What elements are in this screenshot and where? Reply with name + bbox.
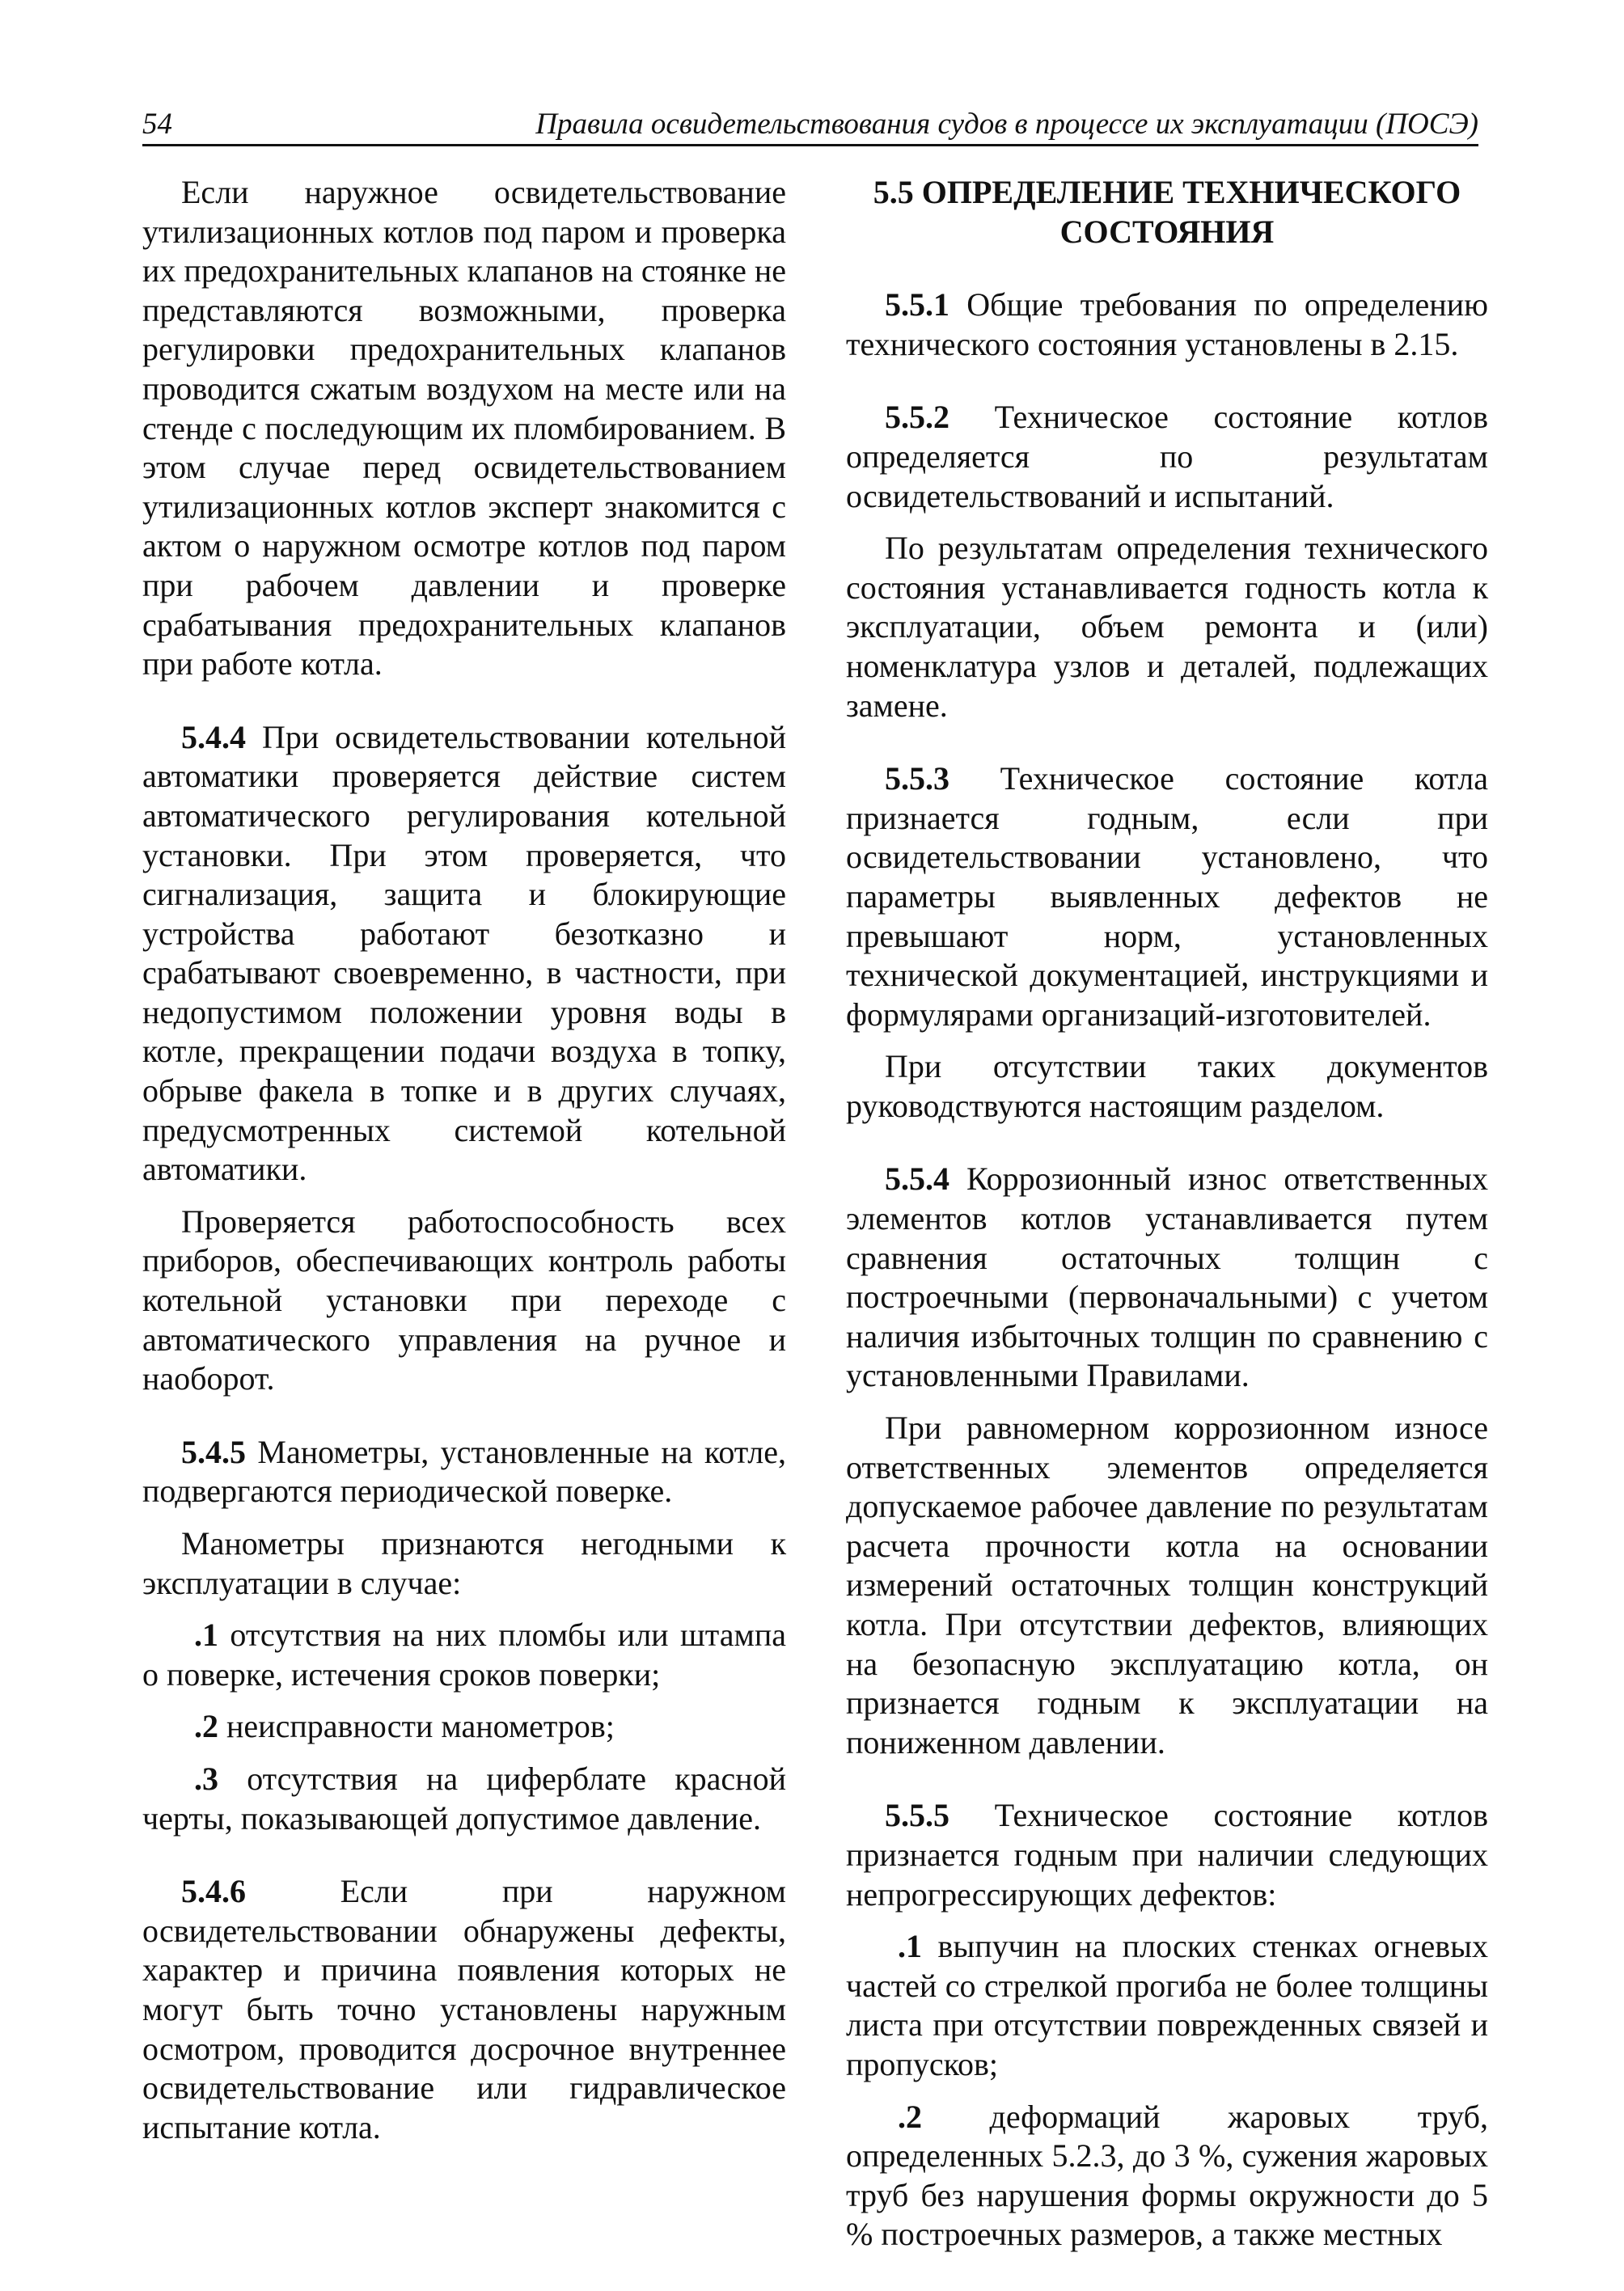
section-number: 5.4.5: [181, 1433, 246, 1470]
section-5-5-2: 5.5.2 Техническое состояние котлов определяется по результатам освидетельствований и испытаний.: [846, 399, 1488, 514]
running-header: [142, 104, 1478, 146]
left-column: [142, 173, 786, 2147]
section-number: 5.5.4: [885, 1160, 949, 1198]
right-column: [846, 173, 1488, 2255]
running-title: Правила освидетельствования судов в процессе их эксплуатации (ПОСЭ): [535, 108, 1478, 141]
paragraph-results: По результатам определения технического состояния устанавливается годность котла к эксплуатации, объем ремонта и (или) номенклатура узлов и деталей, подлежащих замене.: [846, 530, 1488, 724]
item-number: .3: [194, 1760, 218, 1797]
list-item-1: .1 выпучин на плоских стенках огневых частей со стрелкой прогиба не более толщины листа при отсутствии поврежденных связей и пропусков;: [846, 1928, 1488, 2082]
list-item-2: .2 деформаций жаровых труб, определенных 5.2.3, до 3 %, сужения жаровых труб без нарушения формы окружности до 5 % построечных размеров, а также местных: [846, 2098, 1488, 2253]
section-number: 5.5.5: [885, 1797, 949, 1834]
list-item-1: .1 отсутствия на них пломбы или штампа о поверке, истечения сроков поверки;: [142, 1617, 786, 1693]
page-number: 54: [142, 108, 172, 141]
paragraph-operability-check: Проверяется работоспособность всех приборов, обеспечивающих контроль работы котельной установки при переходе с автоматического управления на ручное и наоборот.: [142, 1203, 786, 1397]
paragraph-uniform-corrosion: При равномерном коррозионном износе ответственных элементов определяется допускаемое рабочее давление по результатам расчета прочности котла на основании измерений остаточных толщин конструкций котла. При отсутствии дефектов, влияющих на безопасную эксплуатацию котла, он признается годным к эксплуатации на пониженном давлении.: [846, 1410, 1488, 1761]
list-item-2: .2 неисправности манометров;: [194, 1708, 615, 1745]
list-item-3: .3 отсутствия на циферблате красной черты, показывающей допустимое давление.: [142, 1760, 786, 1837]
section-5-5-5: 5.5.5 Техническое состояние котлов признается годным при наличии следующих непрогрессирующих дефектов:: [846, 1797, 1488, 1913]
paragraph-absence-of-documents: При отсутствии таких документов руководствуются настоящим разделом.: [846, 1048, 1488, 1124]
section-5-5-4: 5.5.4 Коррозионный износ ответственных элементов котлов устанавливается путем сравнения остаточных толщин с построечными (первоначальными) с учетом наличия избыточных толщин по сравнению с установленными Правилами.: [846, 1160, 1488, 1394]
paragraph-manometers-unfit: Манометры признаются негодными к эксплуатации в случае:: [142, 1525, 786, 1601]
section-5-5-1: 5.5.1 Общие требования по определению технического состояния установлены в 2.15.: [846, 286, 1488, 362]
section-number: 5.4.4: [181, 718, 246, 755]
section-title: 5.5 ОПРЕДЕЛЕНИЕ ТЕХНИЧЕСКОГО СОСТОЯНИЯ: [873, 174, 1461, 250]
section-5-4-6: 5.4.6 Если при наружном освидетельствовании обнаружены дефекты, характер и причина появления которых не могут быть точно установлены наружным осмотром, проводится досрочное внутреннее освидетельствование или гидравлическое испытание котла.: [142, 1873, 786, 2145]
item-number: .2: [898, 2098, 922, 2135]
section-5-4-4: 5.4.4 При освидетельствовании котельной автоматики проверяется действие систем автоматического регулирования котельной установки. При этом проверяется, что сигнализация, защита и блокирующие устройства работают безотказно и срабатывают своевременно, в частности, при недопустимом положении уровня воды в котле, прекращении подачи воздуха в топку, обрыве факела в топке и в других случаях, предусмотренных системой котельной автоматики.: [142, 718, 786, 1188]
section-number: 5.5.3: [885, 760, 949, 797]
section-number: 5.5.1: [885, 286, 949, 323]
section-number: 5.5.2: [885, 399, 949, 436]
section-5-5-3: 5.5.3 Техническое состояние котла признается годным, если при освидетельствовании установлено, что параметры выявленных дефектов не превышают норм, установленных технической документацией, инструкциями и формулярами организаций-изготовителей.: [846, 760, 1488, 1033]
item-number: .2: [194, 1708, 218, 1745]
item-number: .1: [898, 1928, 922, 1965]
section-5-4-5: 5.4.5 Манометры, установленные на котле, подвергаются периодической поверке.: [142, 1433, 786, 1510]
section-number: 5.4.6: [181, 1873, 246, 1910]
paragraph-utilization-boilers: Если наружное освидетельствование утилизационных котлов под паром и проверка их предохранительных клапанов на стоянке не представляются возможными, проверка регулировки предохранительных клапанов проводится сжатым воздухом на месте или на стенде с последующим их пломбированием. В этом случае перед освидетельствованием утилизационных котлов эксперт знакомится с актом о наружном осмотре котлов под паром при рабочем давлении и проверке срабатывания предохранительных клапанов при работе котла.: [142, 174, 787, 683]
item-number: .1: [194, 1617, 218, 1654]
